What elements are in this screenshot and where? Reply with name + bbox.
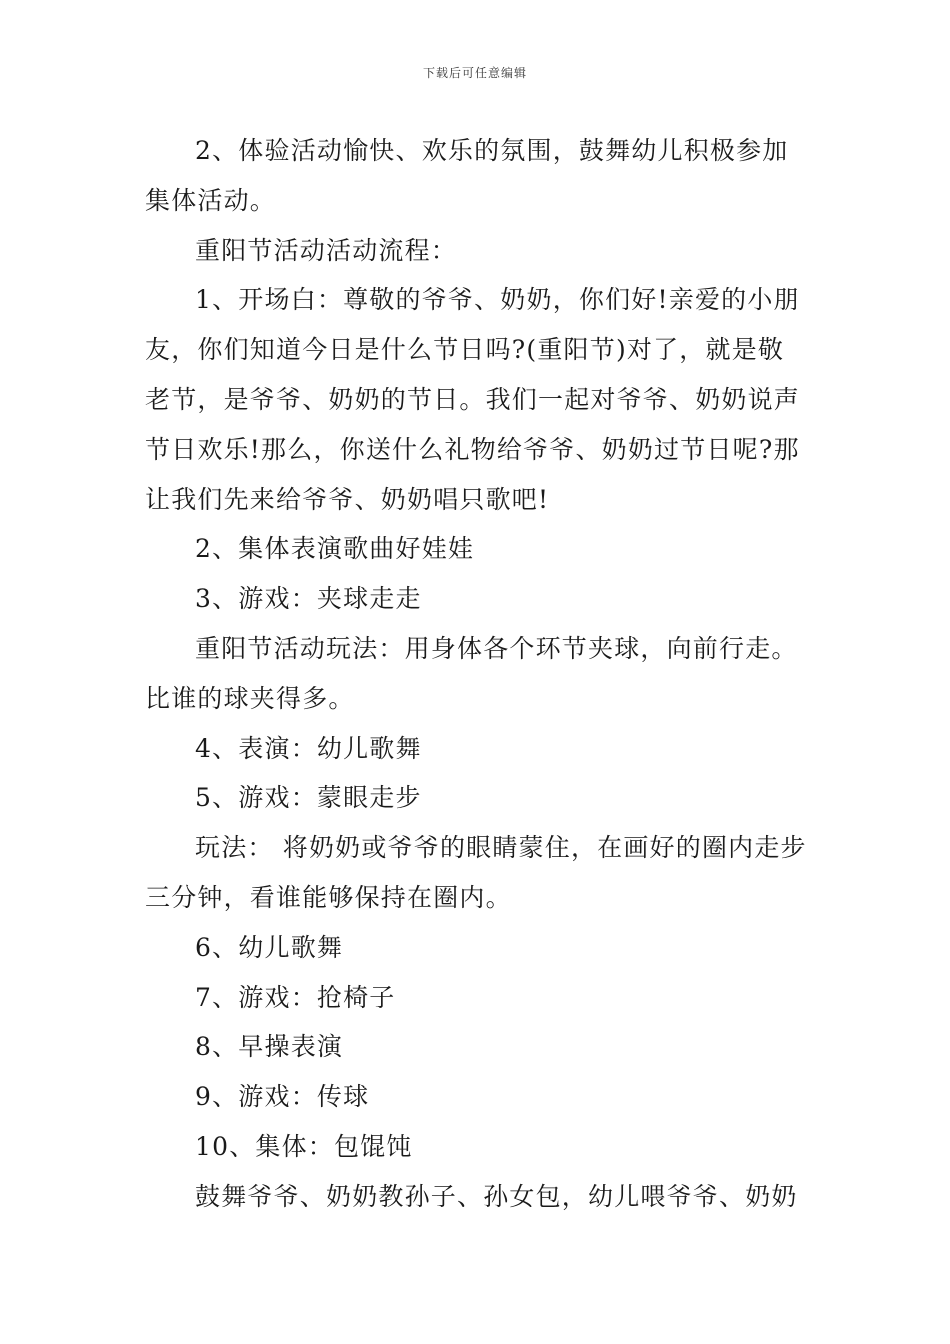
header-note: 下载后可任意编辑 [422, 66, 527, 80]
paragraph: 2、集体表演歌曲好娃娃 [195, 534, 475, 564]
paragraph: 2、体验活动愉快、欢乐的氛围，鼓舞幼儿积极参加集体活动。 [145, 136, 789, 215]
paragraph: 6、幼儿歌舞 [195, 932, 344, 962]
paragraph: 重阳节活动活动流程： [195, 235, 458, 265]
paragraph: 3、游戏：夹球走走 [195, 584, 422, 614]
paragraph: 5、游戏：蒙眼走步 [195, 783, 422, 813]
document-body [145, 126, 810, 1222]
paragraph: 玩法： 将奶奶或爷爷的眼睛蒙住，在画好的圈内走步三分钟，看谁能够保持在圈内。 [145, 833, 807, 912]
paragraph: 10、集体：包馄饨 [195, 1131, 413, 1161]
paragraph: 7、游戏：抢椅子 [195, 982, 396, 1012]
paragraph: 9、游戏：传球 [195, 1082, 370, 1112]
paragraph: 8、早操表演 [195, 1032, 344, 1062]
paragraph: 1、开场白：尊敬的爷爷、奶奶，你们好!亲爱的小朋友，你们知道今日是什么节日吗?(重阳节)对了，就是敬老节，是爷爷、奶奶的节日。我们一起对爷爷、奶奶说声节日欢乐!那么，你送什么礼物给爷爷、奶奶过节日呢?那让我们先来给爷爷、奶奶唱只歌吧! [145, 285, 801, 514]
paragraph: 4、表演：幼儿歌舞 [195, 733, 422, 763]
paragraph: 重阳节活动玩法：用身体各个环节夹球，向前行走。比谁的球夹得多。 [145, 633, 798, 713]
paragraph: 鼓舞爷爷、奶奶教孙子、孙女包，幼儿喂爷爷、奶奶 [195, 1181, 798, 1211]
